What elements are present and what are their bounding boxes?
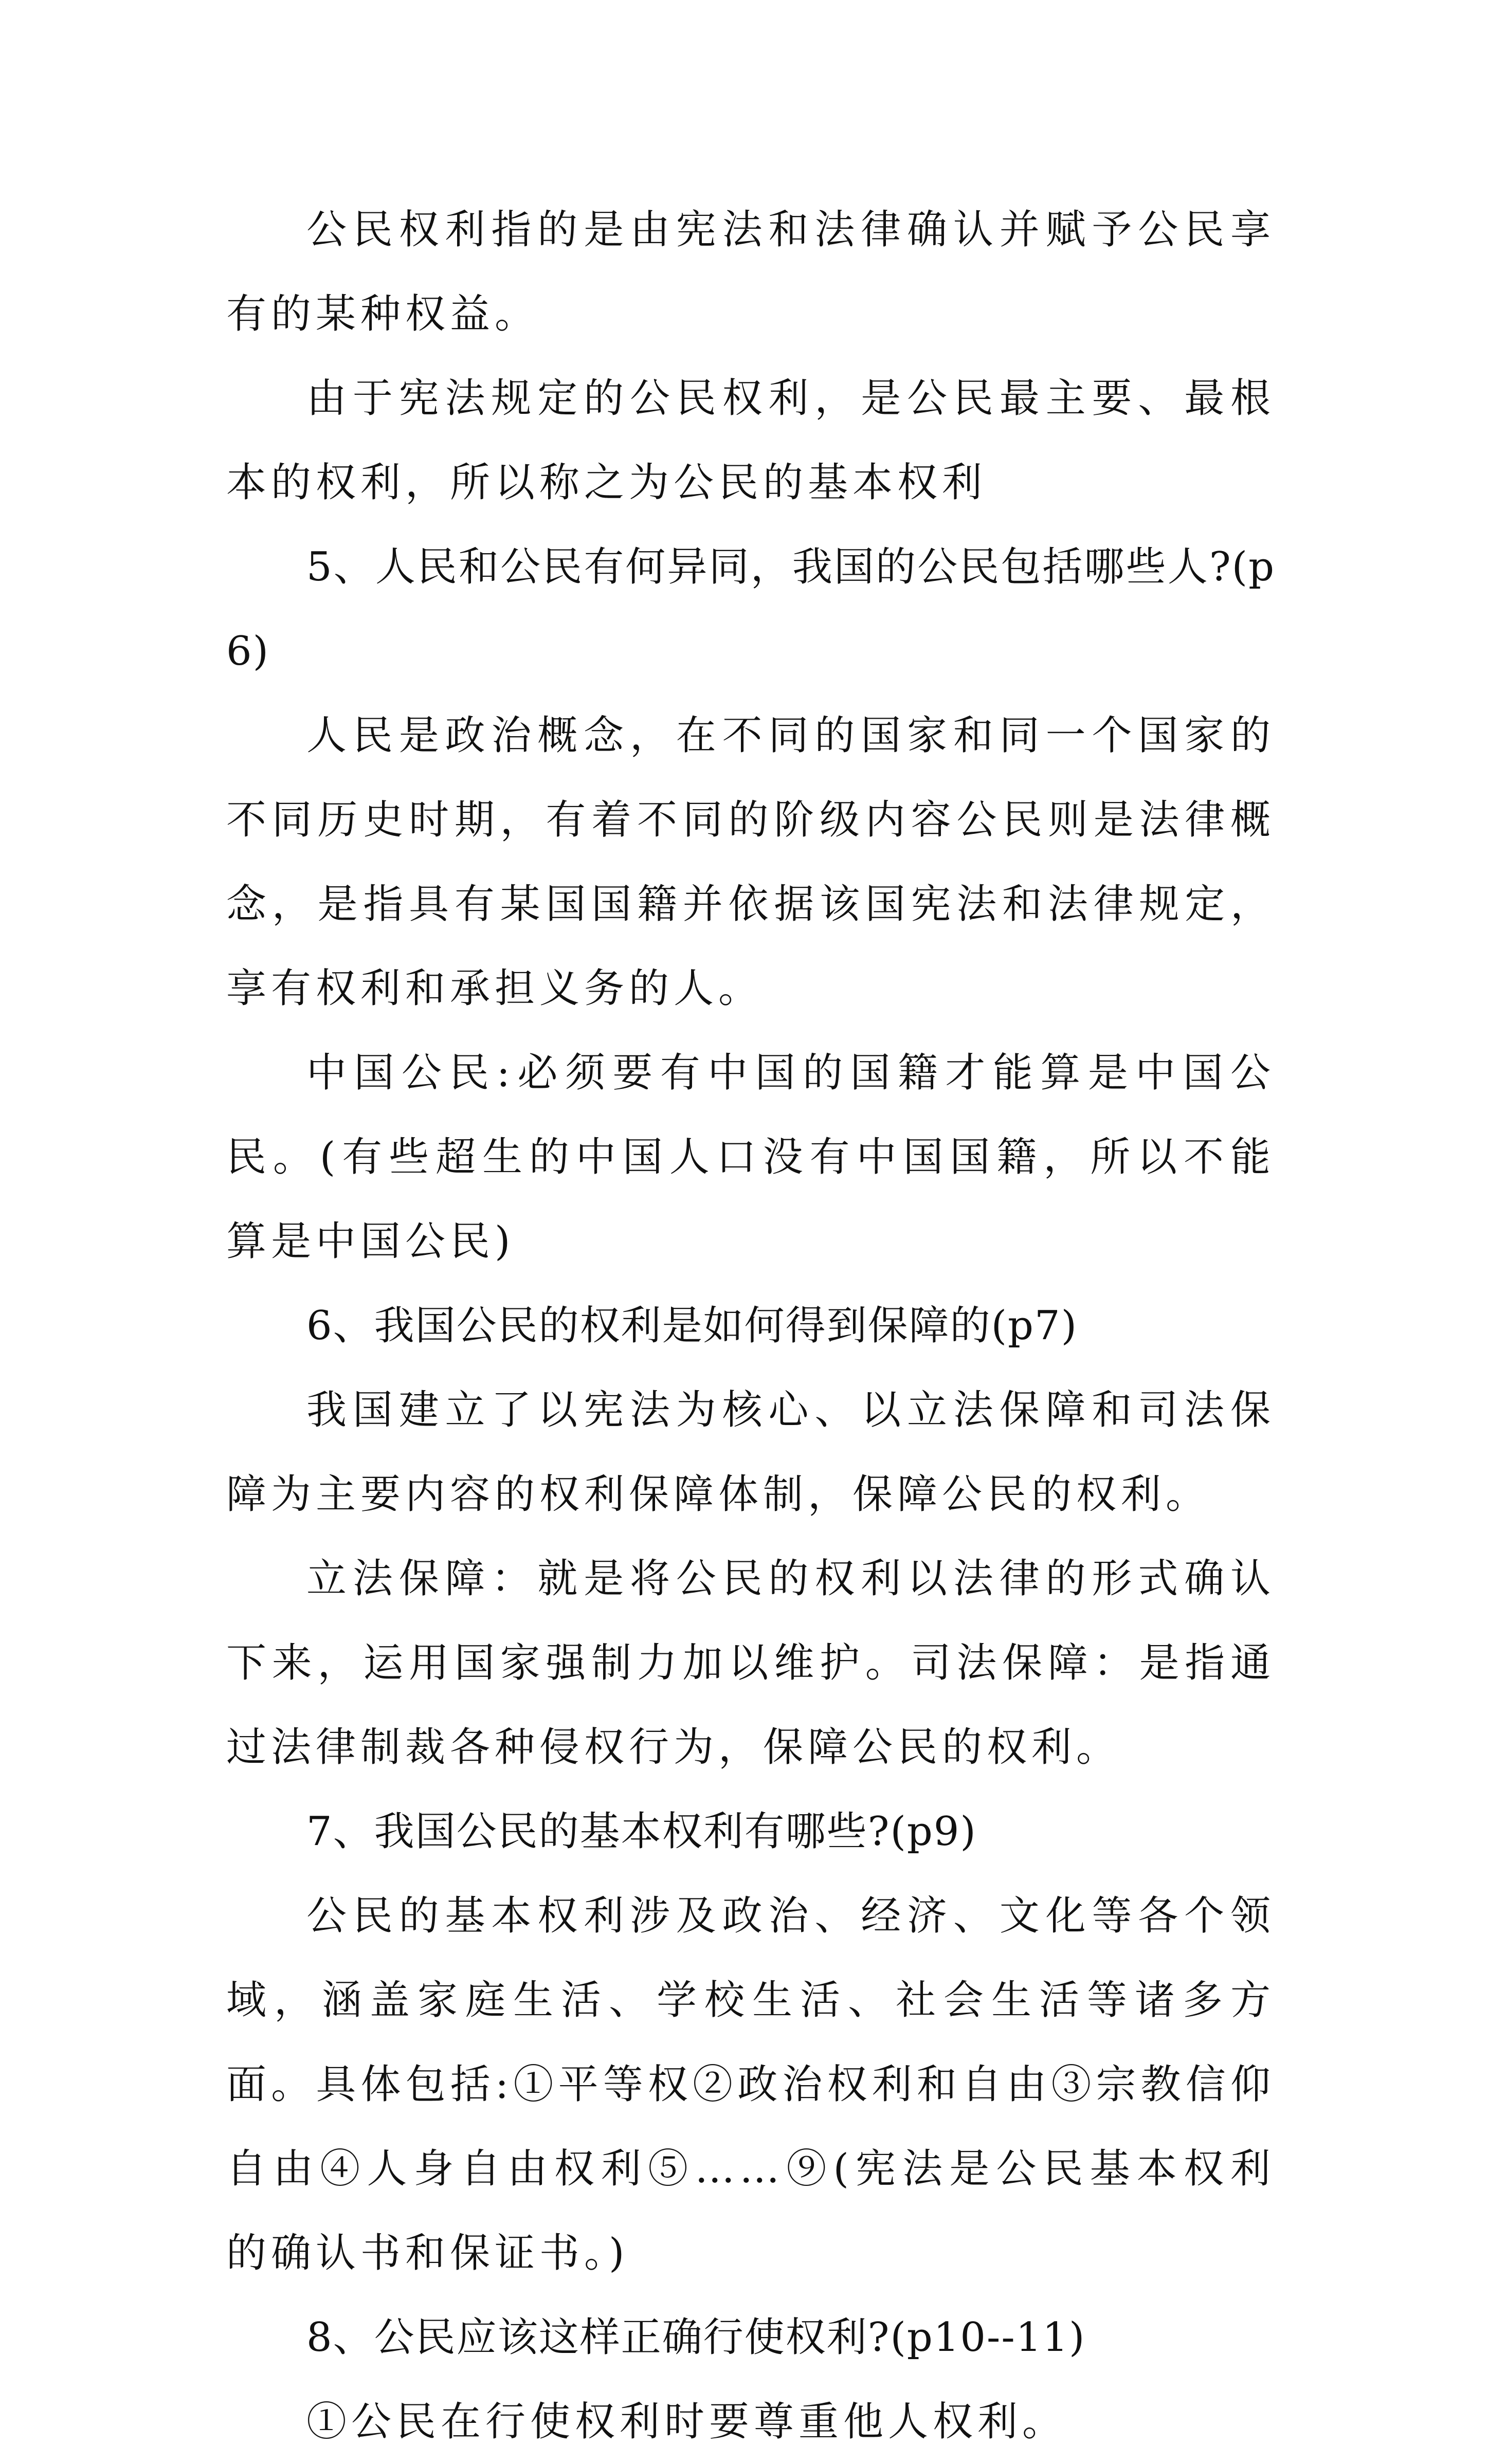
paragraph-respect-others-rights: ①公民在行使权利时要尊重他人权利。 — [306, 2399, 1067, 2445]
question-6-heading: 6、我国公民的权利是如何得到保障的(p7) — [306, 1303, 1078, 1349]
question-7-heading: 7、我国公民的基本权利有哪些?(p9) — [306, 1809, 977, 1855]
paragraph-basic-rights: 由于宪法规定的公民权利，是公民最主要、最根本的权利，所以称之为公民的基本权利 — [226, 375, 1275, 506]
paragraph-people-vs-citizens: 人民是政治概念，在不同的国家和同一个国家的不同历史时期，有着不同的阶级内容公民则是法律概念，是指具有某国国籍并依据该国宪法和法律规定，享有权利和承担义务的人。 — [226, 713, 1275, 1012]
paragraph-definition: 公民权利指的是由宪法和法律确认并赋予公民享有的某种权益。 — [226, 207, 1275, 337]
question-5-heading: 5、人民和公民有何异同，我国的公民包括哪些人?(p6) — [226, 544, 1275, 674]
question-8-heading: 8、公民应该这样正确行使权利?(p10--11) — [306, 2314, 1086, 2361]
paragraph-chinese-citizen: 中国公民:必须要有中国的国籍才能算是中国公民。(有些超生的中国人口没有中国国籍，所以不能算是中国公民) — [226, 1050, 1275, 1265]
paragraph-legislative-judicial-protection: 立法保障：就是将公民的权利以法律的形式确认下来，运用国家强制力加以维护。司法保障：是指通过法律制裁各种侵权行为，保障公民的权利。 — [226, 1556, 1275, 1771]
paragraph-basic-rights-list: 公民的基本权利涉及政治、经济、文化等各个领域，涵盖家庭生活、学校生活、社会生活等诸多方面。具体包括:①平等权②政治权利和自由③宗教信仰自由④人身自由权利⑤……⑨(宪法是公民基本权利的确认书和保证书。) — [226, 1893, 1275, 2276]
document-body — [226, 188, 1275, 2464]
paragraph-rights-protection-system: 我国建立了以宪法为核心、以立法保障和司法保障为主要内容的权利保障体制，保障公民的权利。 — [226, 1387, 1275, 1518]
